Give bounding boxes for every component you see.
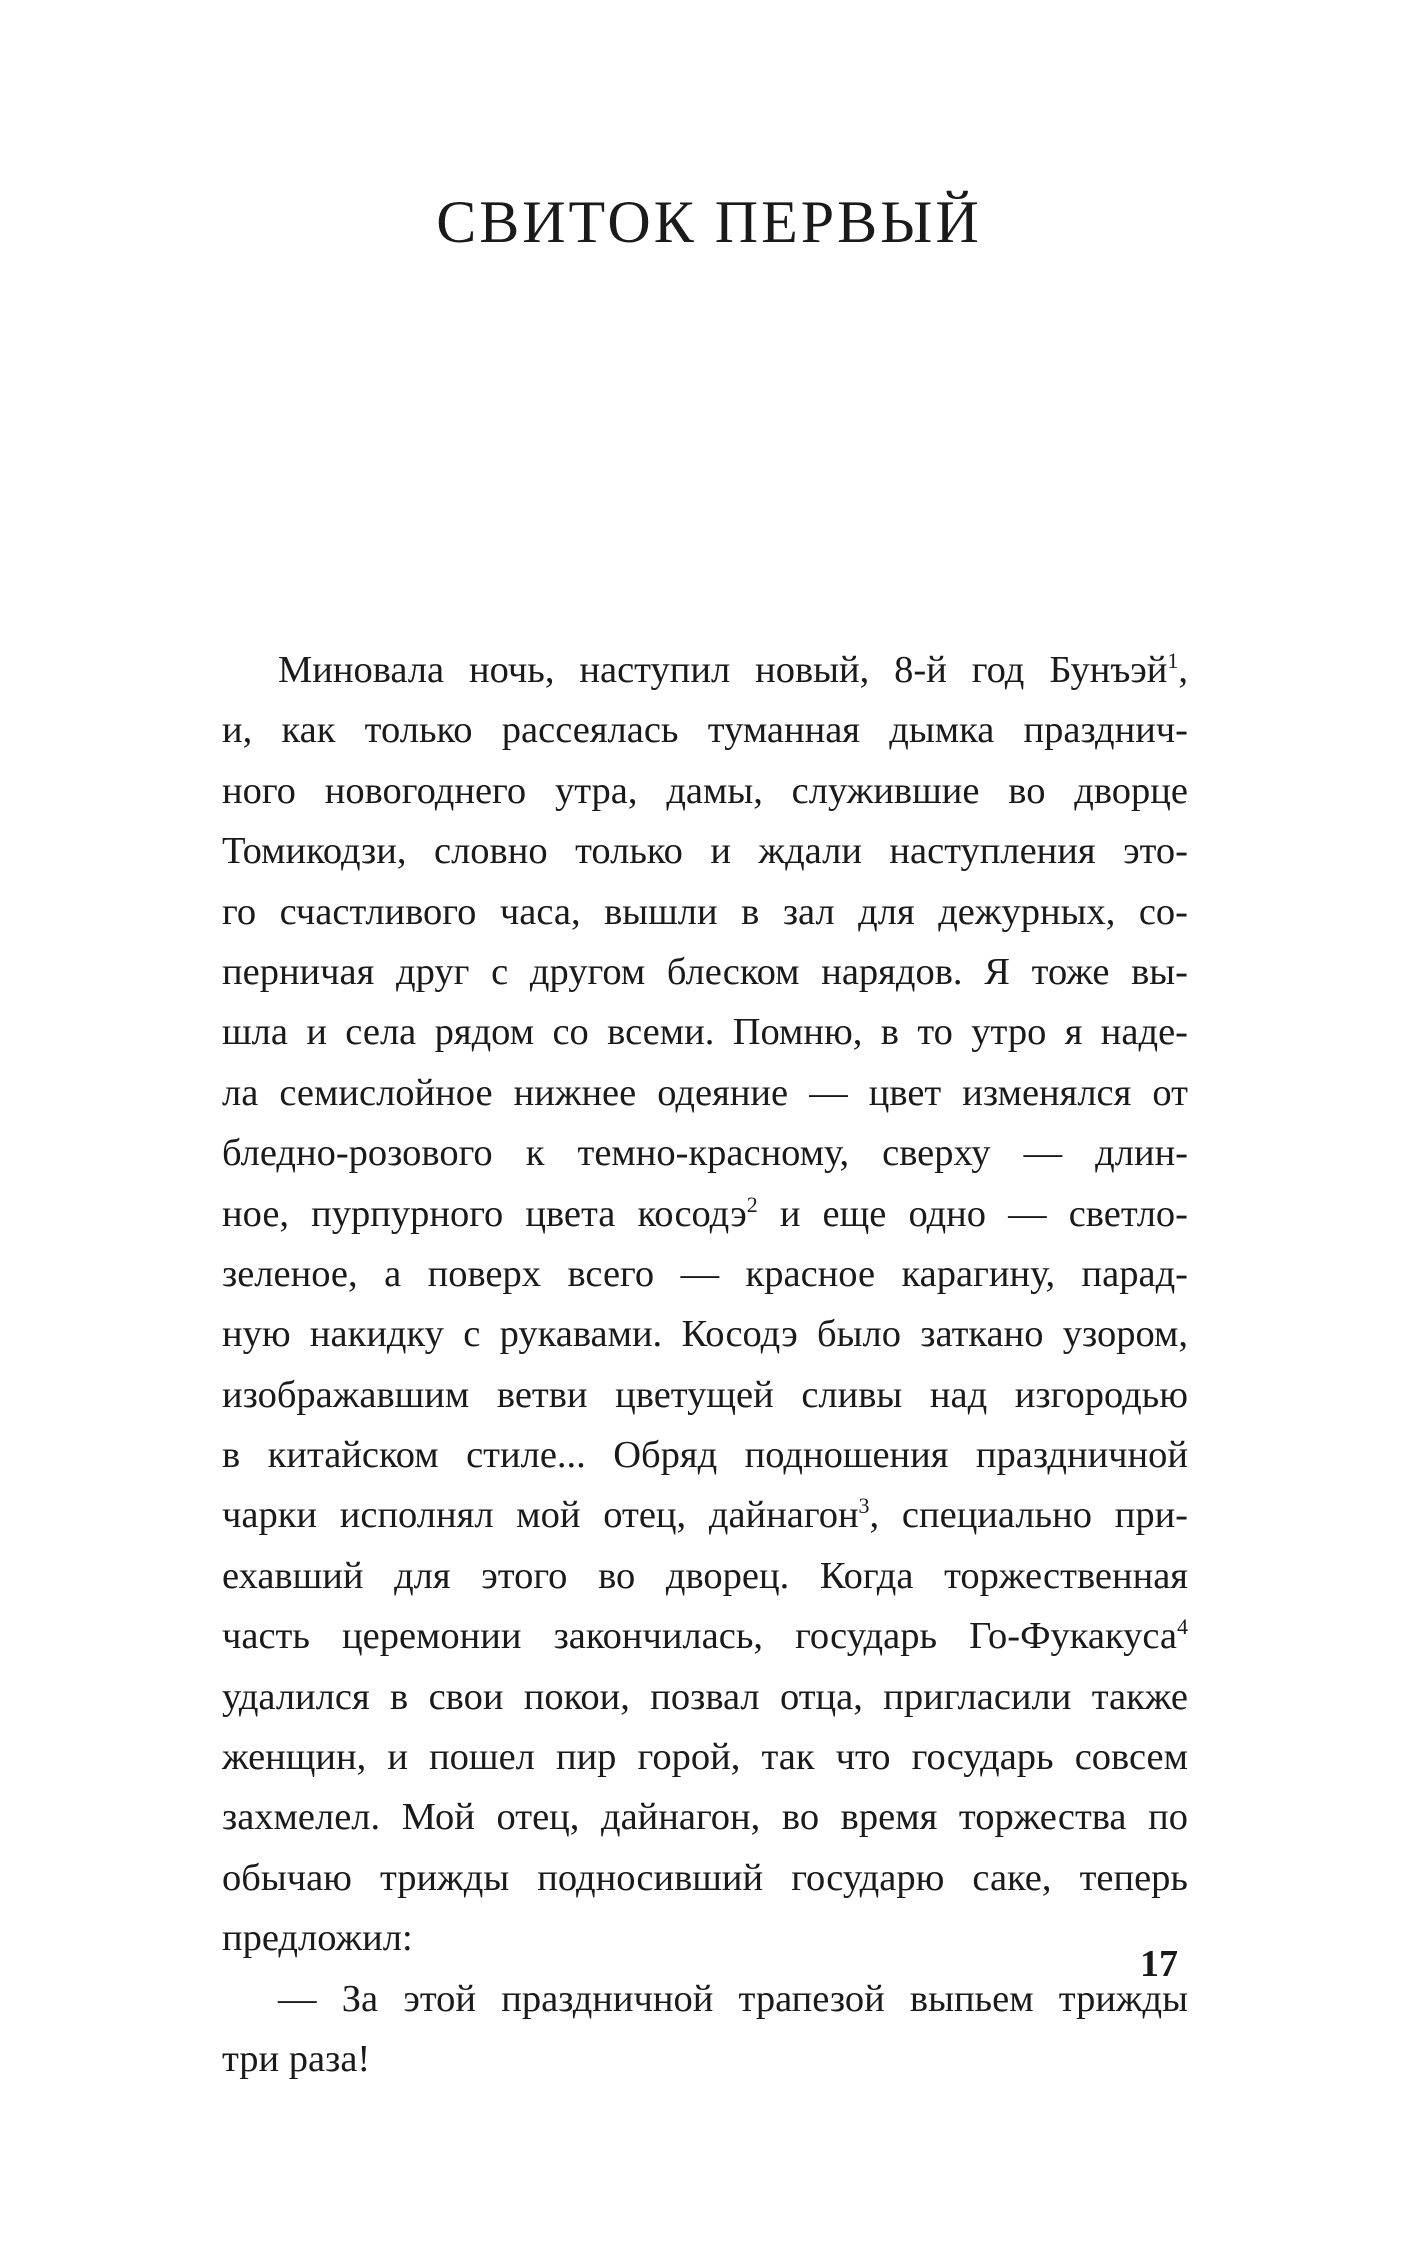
text-line: Миновала ночь, наступил новый, 8-й год Бунъэй$^1$, [278, 648, 1188, 691]
text-line: зеленое, а поверх всего — красное карагину, парад- [222, 1252, 1188, 1295]
footnote-marker: 1 [1167, 648, 1179, 673]
text-line: три раза! [222, 2037, 371, 2080]
text-line: бледно-розового к темно-красному, сверху — длин- [222, 1132, 1188, 1175]
text-line: ного новогоднего утра, дамы, служившие во дворце [222, 769, 1188, 812]
text-line: и, как только рассеялась туманная дымка празднич- [222, 709, 1188, 752]
text-line: обычаю трижды подносивший государю саке, теперь [222, 1856, 1188, 1899]
dialogue-line: — За этой праздничной трапезой выпьем трижды [278, 1977, 1188, 2020]
text-line: го счастливого часа, вышли в зал для дежурных, со- [222, 890, 1188, 933]
text-line: захмелел. Мой отец, дайнагон, во время торжества по [222, 1796, 1188, 1839]
page-number: 17 [1140, 1943, 1178, 1985]
footnote-marker: 3 [858, 1493, 870, 1519]
text-line: ное, пурпурного цвета косодэ$^2$ и еще одно — светло- [222, 1191, 1188, 1235]
text-line: в китайском стиле... Обряд подношения праздничной [222, 1434, 1188, 1477]
text-line: предложил: [222, 1917, 413, 1960]
text-line: перничая друг с другом блеском нарядов. Я тоже вы- [222, 950, 1188, 993]
text-line: удалился в свои покои, позвал отца, пригласили также [222, 1675, 1188, 1718]
chapter-title: СВИТОК ПЕРВЫЙ [436, 189, 982, 255]
text-line: часть церемонии закончилась, государь Го-Фукакуса$^4$ [222, 1614, 1188, 1658]
text-line: ехавший для этого во дворец. Когда торжественная [222, 1554, 1188, 1597]
body-text [222, 640, 1188, 2089]
text-line: Томикодзи, словно только и ждали наступления это- [222, 830, 1188, 873]
text-line: шла и села рядом со всеми. Помню, в то утро я наде- [222, 1011, 1188, 1054]
text-line: женщин, и пошел пир горой, так что государь совсем [222, 1736, 1188, 1779]
text-line: ную накидку с рукавами. Косодэ было заткано узором, [222, 1313, 1188, 1356]
footnote-marker: 4 [1177, 1614, 1188, 1640]
text-line: чарки исполнял мой отец, дайнагон$^3$, специально при- [222, 1493, 1188, 1537]
text-line: изображавшим ветви цветущей сливы над изгородью [222, 1373, 1188, 1416]
footnote-marker: 2 [746, 1191, 758, 1217]
text-line: ла семислойное нижнее одеяние — цвет изменялся от [222, 1071, 1188, 1114]
